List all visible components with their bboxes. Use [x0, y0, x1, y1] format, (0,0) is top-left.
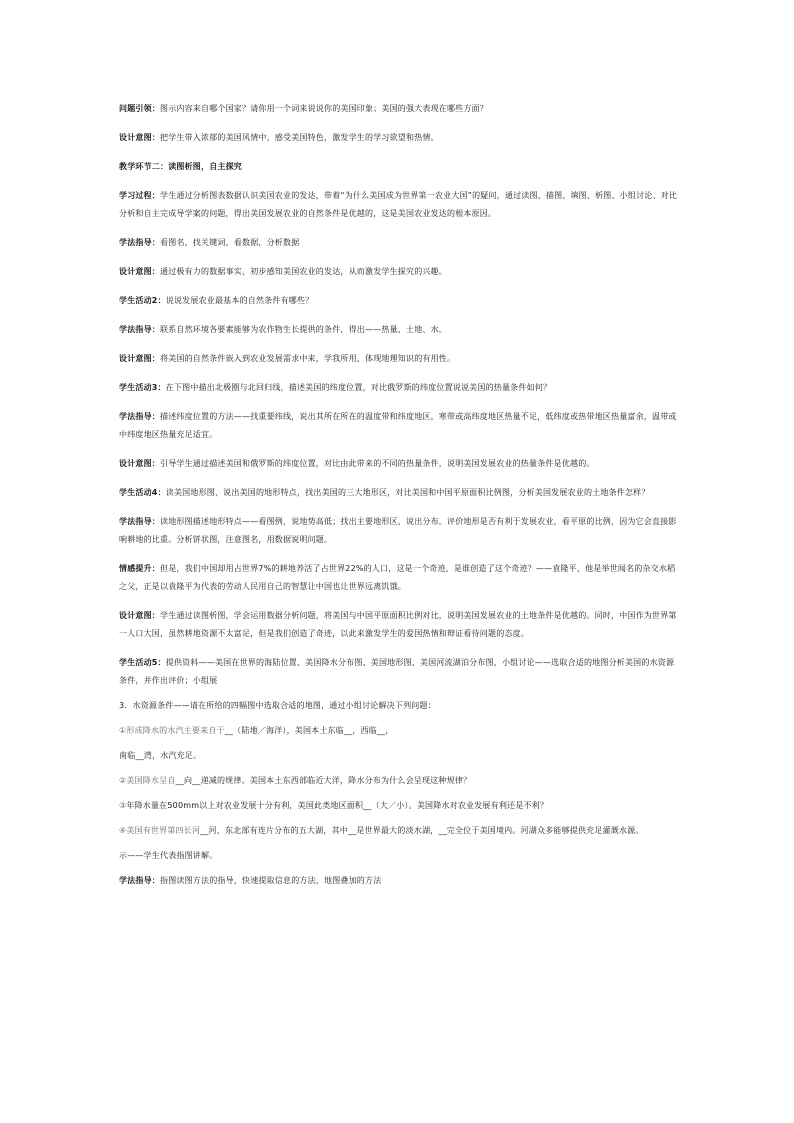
para-text: 说说发展农业最基本的自然条件有哪些？ — [165, 296, 314, 305]
student-activity-2 — [119, 292, 679, 310]
para-label: 学法指导： — [119, 517, 160, 526]
para-label: 学法指导： — [119, 238, 160, 247]
para-label: 学生活动3： — [119, 383, 166, 392]
method-guide — [119, 321, 679, 339]
question-1 — [119, 722, 679, 740]
design-intent — [119, 455, 679, 473]
para-text: 年降水量在500mm以上对农业发展十分有利，美国此类地区面积__（大／小）。美国降水对农业发展有利还是不利？ — [126, 801, 549, 810]
para-text: 学生通过分析图表数据认识美国农业的发达，带着“为什么美国成为世界第一农业大国”的疑问，通过读图、描图、填图、析图、小组讨论、对比分析和自主完成导学案的问题，得出美国发展农业的自然条件是优越的，这是美国农业发达的根本原因。 — [119, 191, 678, 218]
method-guide — [119, 513, 679, 549]
para-text: __河，东北部有连片分布的五大湖，其中__是世界最大的淡水湖，__完全位于美国境内。河湖众多能够提供充足灌溉水源。 — [200, 826, 644, 835]
para-label: 学法指导： — [119, 876, 160, 885]
para-text: 但是，我们中国却用占世界7%的耕地养活了占世界22%的人口，这是一个奇迹，是谁创造了这个奇迹？——袁隆平，他是举世闻名的杂交水稻之父，正是以袁隆平为代表的劳动人民用自己的智慧让中国也让世界远离饥饿。 — [119, 564, 676, 591]
question-prefix: ③ — [119, 801, 127, 810]
para-text: 读地形图描述地形特点——看图例，说地势高低；找出主要地形区，说出分布。评价地形是否有利于发展农业，看平原的比例，因为它会直接影响耕地的比重。分析饼状图，注意图名，用数据说明问题。 — [119, 517, 677, 544]
method-guide — [119, 408, 679, 444]
question-prefix: ②美国降水呈自 — [119, 776, 176, 785]
para-label: 设计意图： — [119, 354, 160, 363]
para-label: 问题引领： — [119, 104, 160, 113]
design-intent — [119, 607, 679, 643]
emotion-boost — [119, 560, 679, 596]
para-label: 学生活动4： — [119, 488, 166, 497]
para-text: 引导学生通过描述美国和俄罗斯的纬度位置，对比由此带来的不同的热量条件，说明美国发展农业的热量条件是优越的。 — [160, 459, 595, 468]
document-body — [119, 100, 679, 897]
design-intent — [119, 350, 679, 368]
para-label: 学生活动5： — [119, 658, 166, 667]
para-label: 情感提升： — [119, 564, 160, 573]
para-text: 3．水资源条件——请在所给的四幅图中选取合适的地图，通过小组讨论解决下列问题： — [119, 701, 436, 710]
para-label: 教学环节二：读图析图，自主探究 — [119, 162, 242, 171]
design-intent — [119, 129, 679, 147]
para-text: 描述纬度位置的方法——找重要纬线，说出其所在所在的温度带和纬度地区，寒带或高纬度地区热量不足，低纬度或热带地区热量富余，温带或中纬度地区热量充足适宜。 — [119, 412, 677, 439]
water-resource-heading — [119, 697, 679, 715]
question-4 — [119, 822, 679, 840]
para-text: __向__递减的规律。美国本土东西部临近大洋，降水分布为什么会呈现这种规律？ — [175, 776, 472, 785]
para-label: 学法指导： — [119, 412, 160, 421]
para-label: 设计意图： — [119, 459, 160, 468]
question-prefix: ①形成降水的水汽主要来自于 — [119, 726, 225, 735]
para-label: 设计意图： — [119, 267, 160, 276]
para-text: 看图名，找关键词，看数据，分析数据 — [160, 238, 300, 247]
student-activity-4 — [119, 484, 679, 502]
para-text: 读美国地形图，说出美国的地形特点，找出美国的三大地形区，对比美国和中国平原面积比例图，分析美国发展农业的土地条件怎样？ — [165, 488, 650, 497]
question-prefix: ④美国有世界第四长河 — [119, 826, 201, 835]
section-heading — [119, 158, 679, 176]
method-guide — [119, 234, 679, 252]
para-text: 指图读图方法的指导，快速提取信息的方法，地图叠加的方法 — [160, 876, 382, 885]
para-text: 学生通过读图析图，学会运用数据分析问题，将美国与中国平原面积比例对比，说明美国发展农业的土地条件是优越的。同时，中国作为世界第一人口大国，虽然耕地资源不太富足，但是我们创造了奇迹，以此来激发学生的爱国热情和辩证看待问题的态度。 — [119, 611, 677, 638]
question-lead — [119, 100, 679, 118]
para-text: 把学生带入浓郁的美国风情中，感受美国特色，激发学生的学习欲望和热情。 — [160, 133, 439, 142]
design-intent — [119, 263, 679, 281]
para-label: 设计意图： — [119, 133, 160, 142]
student-activity-3 — [119, 379, 679, 397]
question-2 — [119, 772, 679, 790]
learning-process — [119, 187, 679, 223]
para-text: 通过极有力的数据事实，初步感知美国农业的发达，从而激发学生探究的兴趣。 — [160, 267, 447, 276]
question-3 — [119, 797, 679, 815]
para-text: 联系自然环境各要素能够为农作物生长提供的条件，得出——热量、土地、水。 — [160, 325, 447, 334]
para-text: 提供资料——美国在世界的海陆位置、美国降水分布图、美国地形图、美国河流湖泊分布图，小组讨论——选取合适的地图分析美国的水资源条件，并作出评价；小组展 — [119, 658, 675, 685]
question-1-cont — [119, 747, 679, 765]
para-text: 将美国的自然条件嵌入到农业发展需求中来，学我所用，体现地理知识的有用性。 — [160, 354, 456, 363]
para-text: 图示内容来自哪个国家？请你用一个词来说说你的美国印象；美国的强大表现在哪些方面？ — [160, 104, 488, 113]
para-text: 南临__湾，水汽充足。 — [119, 751, 202, 760]
para-text: __（陆地／海洋），美国本土东临__，西临__， — [224, 726, 394, 735]
para-label: 学习过程： — [119, 191, 160, 200]
para-label: 学生活动2： — [119, 296, 166, 305]
method-guide — [119, 872, 679, 890]
para-label: 学法指导： — [119, 325, 160, 334]
display-note — [119, 847, 679, 865]
student-activity-5 — [119, 654, 679, 690]
para-text: 示——学生代表指图讲解。 — [119, 851, 218, 860]
para-text: 在下图中描出北极圈与北回归线，描述美国的纬度位置，对比俄罗斯的纬度位置说说美国的热量条件如何？ — [165, 383, 552, 392]
para-label: 设计意图： — [119, 611, 160, 620]
